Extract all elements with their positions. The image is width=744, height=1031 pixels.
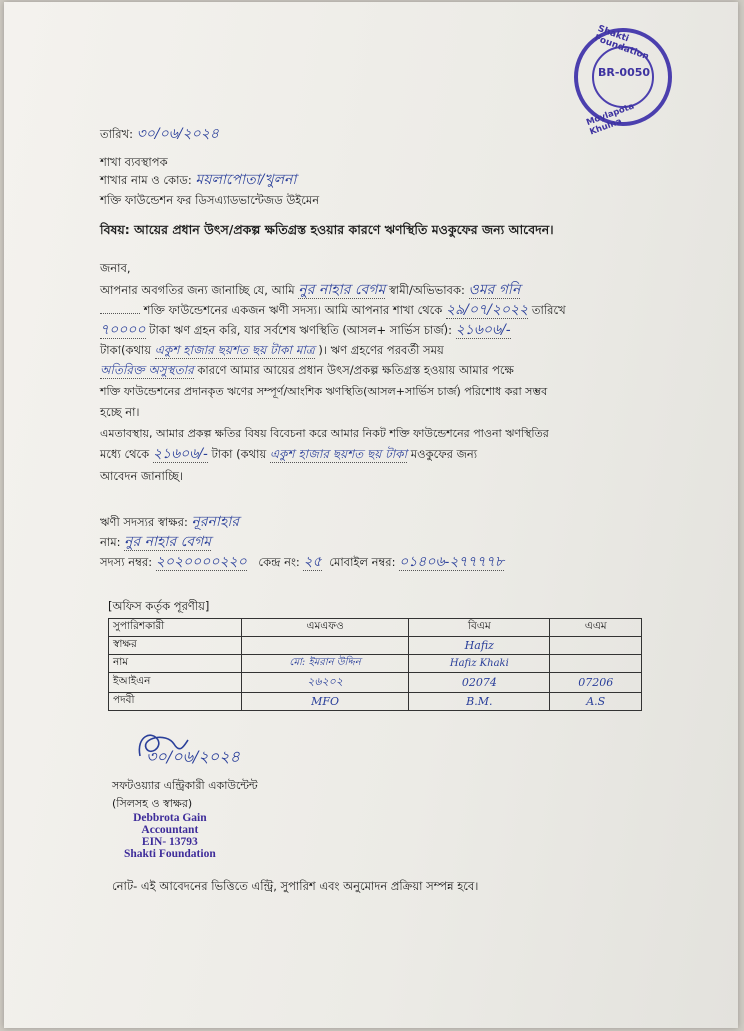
para1-text-c: শক্তি ফাউন্ডেশনের একজন ঋণী সদস্য। আমি আপনার শাখা থেকে	[143, 303, 443, 317]
table-cell	[550, 655, 642, 673]
date-label: তারিখ:	[100, 127, 134, 141]
seal-top-text: Shakti Foundation	[592, 23, 651, 63]
para2-text-b: মধ্যে থেকে	[100, 447, 150, 461]
table-cell	[242, 637, 409, 655]
stamp-org: Shakti Foundation	[124, 848, 216, 860]
member-signature: নূরনাহার	[191, 514, 240, 530]
footer-note: নোট- এই আবেদনের ভিত্তিতে এন্ট্রি, সুপারিশ এবং অনুমোদন প্রক্রিয়া সম্পন্ন হবে।	[112, 879, 479, 893]
cause-fill: অতিরিক্ত অসুস্থতার	[100, 363, 194, 377]
date-line	[100, 126, 219, 142]
branch-label: শাখার নাম ও কোড:	[100, 173, 192, 187]
member-name-label: নাম:	[100, 535, 121, 549]
table-header-row	[109, 619, 642, 637]
accountant-stamp	[124, 812, 216, 860]
addressee-line2	[100, 172, 296, 188]
row-label: পদবী	[109, 693, 242, 711]
table-cell: Hafiz	[409, 637, 550, 655]
subject-line: বিষয়: আয়ের প্রধান উৎস/প্রকল্প ক্ষতিগ্রস্ত হওয়ার কারণে ঋণস্থিতি মওকুফের জন্য আবেদন।	[100, 222, 554, 237]
center-value: ২৫	[303, 554, 322, 570]
para1-text-f: টাকা(কথায়	[100, 343, 152, 357]
table-header-cell: এএম	[550, 619, 642, 637]
balance-words-fill: একুশ হাজার ছয়শত ছয় টাকা মাত্র	[154, 343, 315, 357]
row-label: স্বাক্ষর	[109, 637, 242, 655]
recommendation-table	[108, 618, 642, 711]
table-cell: ২৬২০২	[242, 673, 409, 693]
table-cell: A.S	[550, 693, 642, 711]
stamp-name: Debbrota Gain	[133, 812, 207, 824]
accountant-note: (সিলসহ ও স্বাক্ষর)	[112, 797, 193, 810]
member-name-line	[100, 534, 211, 551]
table-cell: B.M.	[409, 693, 550, 711]
accountant-sign-date: ৩০/০৬/২০২৪	[146, 747, 240, 766]
table-cell: MFO	[242, 693, 409, 711]
seal-center-text: BR-0050	[598, 66, 651, 79]
table-cell: 07206	[550, 673, 642, 693]
accountant-title: সফটওয়্যার এন্ট্রিকারী একাউন্টেন্ট	[112, 779, 258, 792]
waive-amount-fill: ২১৬০৬/-	[152, 446, 208, 462]
stamp-ein: EIN- 13793	[141, 836, 198, 848]
member-sign-label: ঋণী সদস্যর স্বাক্ষর:	[100, 515, 188, 529]
table-header-cell: এমএফও	[242, 619, 409, 637]
office-heading: [অফিস কর্তৃক পূরণীয়]	[108, 599, 210, 613]
para1-text-b: স্বামী/অভিভাবক:	[388, 283, 465, 297]
para2-line1: এমতাবস্থায়, আমার প্রকল্প ক্ষতির বিষয় বিবেচনা করে আমার নিকট শক্তি ফাউন্ডেশনের পাওনা ঋণস্থিতির	[100, 427, 549, 440]
para2-line2	[100, 446, 477, 463]
loan-date-fill: ২৯/০৭/২০২২	[445, 302, 529, 318]
table-cell: 02074	[409, 673, 550, 693]
table-header-cell: সুপারিশকারী	[109, 619, 242, 637]
para1-text-h: কারণে আমার আয়ের প্রধান উৎস/প্রকল্প ক্ষতিগ্রস্ত হওয়ায় আমার পক্ষে	[197, 363, 514, 377]
addressee-line1: শাখা ব্যবস্থাপক	[100, 155, 168, 169]
loan-amount-fill: ৭০০০০	[100, 322, 146, 338]
accountant-signature-scribble	[132, 726, 192, 766]
addressee-line3: শক্তি ফাউন্ডেশন ফর ডিসএ্যাডভান্টেজড উইমেন	[100, 193, 320, 207]
stamp-role: Accountant	[141, 824, 199, 836]
balance-fill: ২১৬০৬/-	[455, 322, 511, 338]
member-name-value: নুর নাহার বেগম	[124, 534, 212, 550]
row-label: নাম	[109, 655, 242, 673]
mobile-label: মোবাইল নম্বর:	[329, 555, 396, 569]
para1-line4	[100, 342, 444, 359]
para1-text-a: আপনার অবগতির জন্য জানাচ্ছি যে, আমি	[100, 283, 295, 297]
para1-line3	[100, 322, 511, 339]
table-cell: মো: ইমরান উদ্দিন	[242, 655, 409, 673]
table-header-cell: বিএম	[409, 619, 550, 637]
para1-line5	[100, 362, 514, 379]
member-id-line	[100, 554, 504, 571]
row-label: ইআইএন	[109, 673, 242, 693]
member-name-fill: নুর নাহার বেগম	[298, 282, 386, 298]
para1-line7: হচ্ছে না।	[100, 405, 140, 419]
table-row	[109, 637, 642, 655]
table-row	[109, 693, 642, 711]
seal-bottom-text: Moylapota Khulna	[585, 101, 636, 138]
salutation: জনাব,	[100, 261, 131, 275]
organization-seal	[574, 23, 672, 138]
guardian-name-fill: ওমর গনি	[468, 282, 521, 298]
application-page	[4, 2, 738, 1028]
table-cell: Hafiz Khaki	[409, 655, 550, 673]
member-id-value: ২০২০০০০২২০	[155, 554, 247, 570]
para2-text-c: টাকা (কথায়	[211, 447, 267, 461]
member-sign-line	[100, 514, 239, 530]
table-cell	[550, 637, 642, 655]
blank-dots	[100, 313, 140, 314]
branch-value: ময়লাপোতা/খুলনা	[195, 172, 297, 188]
para1-text-g: )। ঋণ গ্রহণের পরবর্তী সময়	[318, 343, 444, 357]
para1-line1	[100, 282, 520, 299]
para1-line6: শক্তি ফাউন্ডেশনের প্রদানকৃত ঋণের সম্পূর্ণ/আংশিক ঋণস্থিতি(আসল+সার্ভিস চার্জ) পরিশোধ করা সম্ভব	[100, 385, 548, 398]
table-row	[109, 673, 642, 693]
para1-line2	[100, 302, 566, 319]
para1-text-e: টাকা ঋণ গ্রহন করি, যার সর্বশেষ ঋণস্থিতি (আসল+ সার্ভিস চার্জ):	[149, 323, 452, 337]
para2-text-d: মওকুফের জন্য	[410, 447, 478, 461]
waive-words-fill: একুশ হাজার ছয়শত ছয় টাকা	[269, 447, 408, 461]
date-value: ৩০/০৬/২০২৪	[136, 126, 219, 142]
para1-text-d: তারিখে	[531, 303, 566, 317]
table-row	[109, 655, 642, 673]
mobile-value: ০১৪০৬-২৭৭৭৭৮	[399, 554, 504, 570]
center-label: কেন্দ্র নং:	[258, 555, 300, 569]
member-id-label: সদস্য নম্বর:	[100, 555, 153, 569]
para2-line3: আবেদন জানাচ্ছি।	[100, 469, 184, 483]
